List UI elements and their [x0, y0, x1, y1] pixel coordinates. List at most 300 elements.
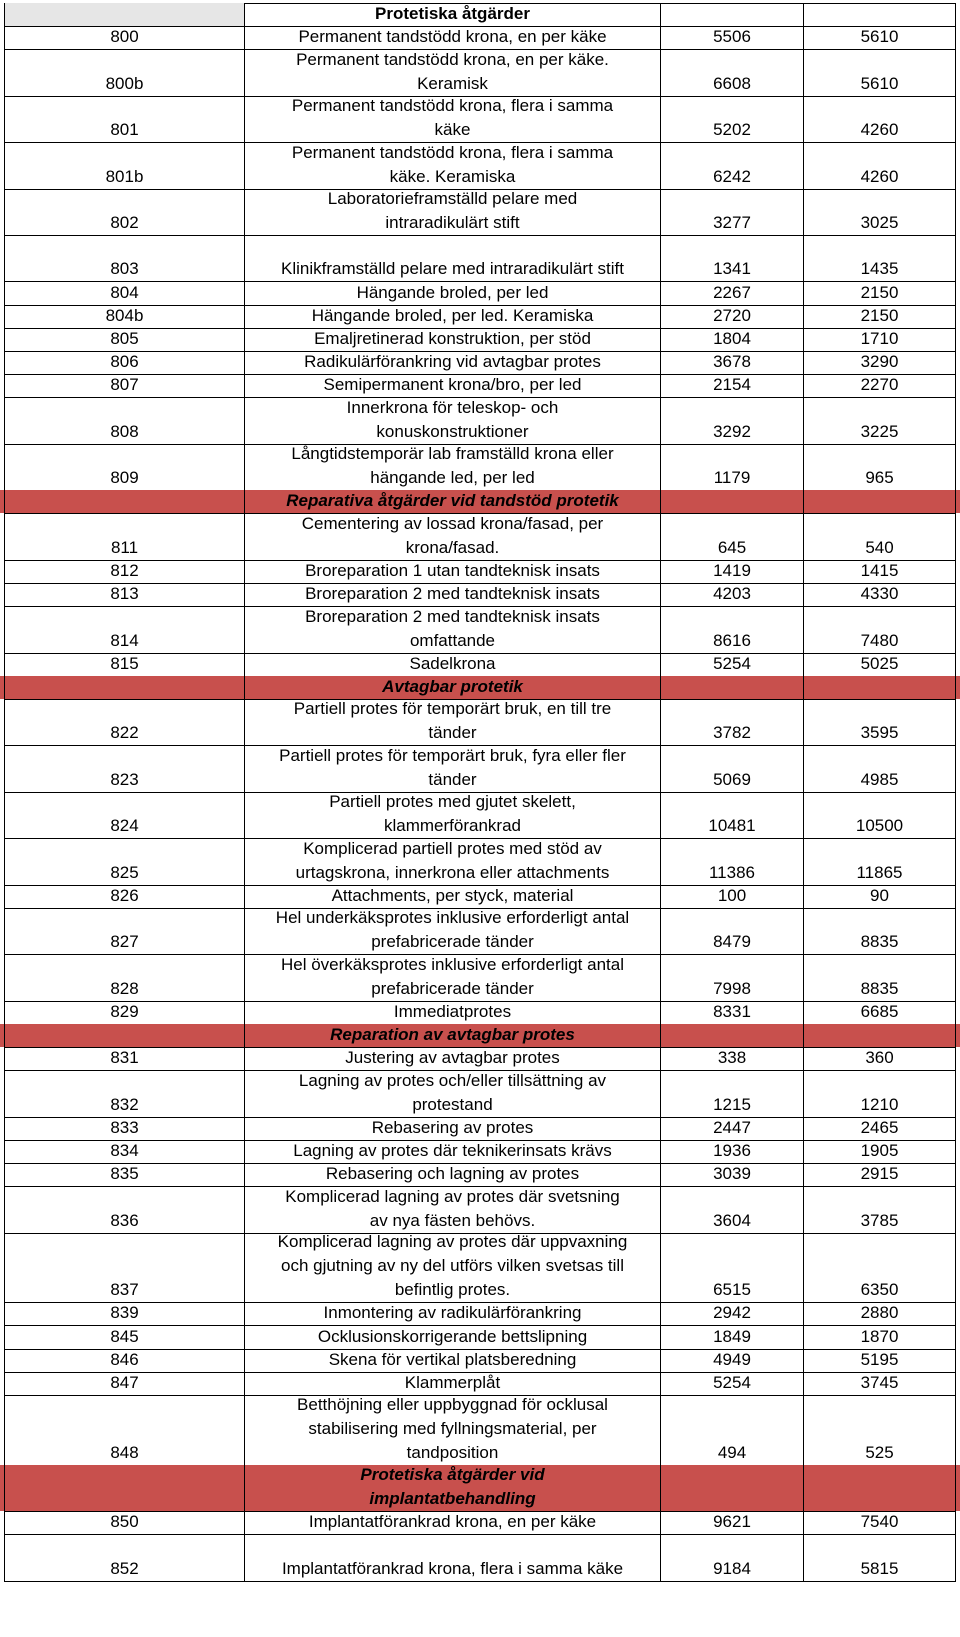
price-cell-1-text: 9621	[713, 1512, 751, 1532]
price-cell-1-text: 1419	[713, 560, 751, 580]
price-cell-2-text: 8835	[860, 932, 899, 952]
price-cell-1	[661, 885, 804, 908]
price-cell-1	[661, 3, 804, 26]
price-cell-2-text: 8835	[860, 978, 899, 998]
description-cell	[245, 1349, 661, 1372]
code-cell	[4, 606, 245, 652]
price-cell-1	[661, 26, 804, 49]
code-cell	[4, 699, 245, 745]
code-cell-text: 845	[110, 1326, 139, 1346]
description-cell-text: Långtidstemporär lab framställd krona eller hängande led, per led	[291, 444, 614, 488]
row-divider	[4, 1581, 956, 1582]
code-cell	[4, 1163, 245, 1186]
price-cell-2	[804, 351, 956, 374]
table-row	[0, 281, 960, 304]
price-cell-2	[804, 189, 956, 235]
price-cell-2-text: 2915	[860, 1164, 899, 1184]
code-cell	[4, 838, 245, 884]
table-row	[0, 560, 960, 583]
description-cell	[245, 189, 661, 235]
price-cell-1	[661, 699, 804, 745]
code-cell-text: 850	[110, 1512, 139, 1532]
price-cell-2-text: 11865	[856, 862, 903, 882]
code-cell	[4, 1395, 245, 1465]
price-cell-1	[661, 1140, 804, 1163]
table-row	[0, 1163, 960, 1186]
code-cell-text: 800b	[105, 73, 144, 93]
price-cell-2	[804, 699, 956, 745]
price-cell-1	[661, 1325, 804, 1348]
description-cell-text: Rebasering och lagning av protes	[325, 1164, 580, 1184]
section-title-text: Reparation av avtagbar protes	[330, 1024, 575, 1044]
code-cell-text: 822	[110, 723, 139, 743]
price-cell-2-text: 3225	[860, 421, 899, 441]
price-cell-1	[661, 676, 804, 699]
code-cell	[4, 653, 245, 676]
price-cell-1-text: 5254	[713, 1372, 751, 1392]
description-cell-text: Inmontering av radikulärförankring	[323, 1303, 582, 1323]
code-cell	[4, 1001, 245, 1024]
price-cell-2-text: 2270	[860, 375, 899, 395]
code-cell	[4, 328, 245, 351]
price-cell-2-text: 1415	[860, 560, 899, 580]
description-cell	[245, 328, 661, 351]
description-cell-text: Emaljretinerad konstruktion, per stöd	[314, 328, 591, 348]
price-cell-1	[661, 560, 804, 583]
price-cell-2	[804, 1395, 956, 1465]
price-cell-2	[804, 885, 956, 908]
description-cell-text: Partiell protes för temporärt bruk, fyra eller fler tänder	[279, 745, 626, 789]
table-row	[0, 1302, 960, 1325]
price-cell-2-text: 7540	[860, 1512, 899, 1532]
price-cell-2	[804, 954, 956, 1000]
description-cell	[245, 1070, 661, 1116]
price-cell-2	[804, 96, 956, 142]
price-cell-2	[804, 1325, 956, 1348]
description-cell	[245, 1140, 661, 1163]
price-cell-1	[661, 49, 804, 95]
price-cell-1	[661, 908, 804, 954]
table-row	[0, 96, 960, 142]
price-cell-1-text: 2942	[713, 1303, 751, 1323]
price-cell-2	[804, 1349, 956, 1372]
price-cell-2	[804, 1186, 956, 1232]
description-cell	[245, 1325, 661, 1348]
description-cell	[245, 1372, 661, 1395]
price-cell-2-text: 5025	[860, 653, 899, 673]
price-cell-1-text: 9184	[713, 1558, 751, 1578]
code-cell-text: 847	[110, 1372, 139, 1392]
table-row	[0, 1001, 960, 1024]
price-cell-2	[804, 397, 956, 443]
price-cell-1	[661, 1186, 804, 1232]
code-cell	[4, 1140, 245, 1163]
table-row	[0, 606, 960, 652]
code-cell	[4, 281, 245, 304]
price-cell-1-text: 5069	[713, 769, 751, 789]
section-header-row	[0, 1465, 960, 1511]
price-cell-2-text: 3025	[860, 212, 899, 232]
description-cell-text: Partiell protes med gjutet skelett, klammerförankrad	[329, 792, 576, 836]
description-cell	[245, 305, 661, 328]
table-row	[0, 1117, 960, 1140]
price-cell-1-text: 6608	[713, 73, 751, 93]
description-cell-text: Permanent tandstödd krona, en per käke	[298, 27, 607, 47]
price-cell-1	[661, 1001, 804, 1024]
price-cell-1-text: 3782	[713, 723, 751, 743]
price-cell-1-text: 3277	[713, 212, 751, 232]
price-cell-2-text: 1210	[860, 1094, 899, 1114]
code-cell-text: 839	[110, 1303, 139, 1323]
price-cell-1	[661, 444, 804, 490]
price-cell-1-text: 5202	[713, 120, 751, 140]
description-cell-text: Innerkrona för teleskop- och konuskonstruktioner	[346, 397, 559, 441]
description-cell-text: Semipermanent krona/bro, per led	[323, 375, 582, 395]
code-cell	[4, 745, 245, 791]
code-cell-text: 801	[110, 120, 139, 140]
price-cell-1	[661, 305, 804, 328]
description-cell-text: Broreparation 2 med tandteknisk insats	[305, 584, 600, 604]
code-cell-text: 804b	[105, 305, 144, 325]
price-cell-1-text: 1849	[713, 1326, 751, 1346]
code-cell	[4, 1070, 245, 1116]
price-cell-1	[661, 1024, 804, 1047]
price-cell-1-text: 8616	[713, 630, 751, 650]
section-title-text: Avtagbar protetik	[382, 676, 523, 696]
description-cell-text: Cementering av lossad krona/fasad, per krona/fasad.	[301, 513, 604, 557]
table-row	[0, 397, 960, 443]
price-cell-2	[804, 374, 956, 397]
description-cell	[245, 583, 661, 606]
table-row	[0, 745, 960, 791]
price-cell-1-text: 1341	[713, 259, 751, 279]
table-row	[0, 1140, 960, 1163]
price-cell-2-text: 3785	[860, 1210, 899, 1230]
table-row	[0, 189, 960, 235]
price-cell-1	[661, 374, 804, 397]
price-cell-1	[661, 281, 804, 304]
table-row	[0, 351, 960, 374]
description-cell	[245, 513, 661, 559]
code-cell-text: 826	[110, 885, 139, 905]
description-cell	[245, 351, 661, 374]
description-cell-text: Radikulärförankring vid avtagbar protes	[304, 352, 601, 372]
price-cell-1-text: 100	[717, 885, 747, 905]
code-cell-text: 802	[110, 212, 139, 232]
table-row	[0, 142, 960, 188]
price-cell-2-text: 90	[870, 885, 889, 905]
description-cell	[245, 745, 661, 791]
price-cell-2	[804, 235, 956, 281]
description-cell-text: Hel underkäksprotes inklusive erforderligt antal prefabricerade tänder	[275, 908, 630, 952]
price-cell-1	[661, 653, 804, 676]
description-cell-text: Broreparation 2 med tandteknisk insats omfattande	[305, 606, 600, 650]
code-cell	[4, 1047, 245, 1070]
code-cell-text: 832	[110, 1094, 139, 1114]
price-cell-1	[661, 954, 804, 1000]
code-cell	[4, 908, 245, 954]
price-cell-1-text: 5254	[713, 653, 751, 673]
price-cell-2-text: 4260	[860, 120, 899, 140]
table-row	[0, 374, 960, 397]
table-row	[0, 1186, 960, 1232]
code-cell-text: 814	[110, 630, 139, 650]
table-row	[0, 444, 960, 490]
code-cell-text: 836	[110, 1210, 139, 1230]
price-cell-2-text: 6350	[860, 1280, 899, 1300]
price-cell-1-text: 6515	[713, 1280, 751, 1300]
price-cell-2-text: 1905	[860, 1140, 899, 1160]
description-cell	[245, 1163, 661, 1186]
price-cell-2	[804, 26, 956, 49]
code-cell-text: 825	[110, 862, 139, 882]
table-row	[0, 1511, 960, 1534]
code-cell	[4, 235, 245, 281]
price-cell-1	[661, 1534, 804, 1580]
price-cell-1	[661, 1395, 804, 1465]
code-cell	[4, 374, 245, 397]
price-cell-2-text: 1870	[860, 1326, 899, 1346]
code-cell	[4, 1511, 245, 1534]
table-row	[0, 1372, 960, 1395]
section-title-text: Reparativa åtgärder vid tandstöd protetik	[286, 491, 619, 511]
description-cell	[245, 444, 661, 490]
code-cell-text: 809	[110, 468, 139, 488]
price-cell-2-text: 360	[865, 1048, 894, 1068]
description-cell-text: Komplicerad lagning av protes där uppvaxning och gjutning av ny del utförs vilken svetsas till befintlig protes.	[277, 1232, 628, 1300]
description-cell-text: Lagning av protes där teknikerinsats krävs	[293, 1140, 612, 1160]
price-cell-1	[661, 1465, 804, 1511]
price-cell-1-text: 4203	[713, 584, 751, 604]
code-cell-text: 827	[110, 932, 139, 952]
section-header-row	[0, 1024, 960, 1047]
code-cell-text: 800	[110, 27, 139, 47]
table-row	[0, 792, 960, 838]
section-header-row	[0, 676, 960, 699]
price-cell-1-text: 5506	[713, 27, 751, 47]
price-cell-2	[804, 1163, 956, 1186]
description-cell	[245, 1534, 661, 1580]
code-cell	[4, 1534, 245, 1580]
price-cell-1-text: 3039	[713, 1164, 751, 1184]
description-cell-text: Betthöjning eller uppbyggnad för ocklusal stabilisering med fyllningsmaterial, per tandposition	[297, 1394, 608, 1462]
price-cell-2-text: 4260	[860, 166, 899, 186]
description-cell	[245, 560, 661, 583]
price-cell-2-text: 965	[865, 468, 894, 488]
price-cell-1-text: 10481	[708, 816, 756, 836]
description-cell-text: Hel överkäksprotes inklusive erforderligt antal prefabricerade tänder	[281, 954, 624, 998]
price-cell-2	[804, 676, 956, 699]
section-title	[245, 3, 661, 26]
code-cell	[4, 1349, 245, 1372]
description-cell-text: Hängande broled, per led	[356, 282, 549, 302]
price-cell-2-text: 540	[865, 537, 894, 557]
price-cell-2	[804, 1534, 956, 1580]
description-cell	[245, 142, 661, 188]
description-cell-text: Skena för vertikal platsberedning	[328, 1349, 577, 1369]
code-cell	[4, 305, 245, 328]
price-cell-2-text: 7480	[860, 630, 899, 650]
table-row	[0, 1070, 960, 1116]
code-cell	[4, 1465, 245, 1511]
price-cell-2	[804, 49, 956, 95]
price-cell-2	[804, 328, 956, 351]
price-cell-1	[661, 792, 804, 838]
price-cell-1-text: 2267	[713, 282, 751, 302]
price-cell-1-text: 1936	[713, 1140, 751, 1160]
description-cell	[245, 908, 661, 954]
price-cell-1-text: 4949	[713, 1349, 751, 1369]
code-cell	[4, 142, 245, 188]
price-cell-1-text: 3678	[713, 352, 751, 372]
code-cell-text: 823	[110, 769, 139, 789]
table-row	[0, 1233, 960, 1303]
table-row	[0, 328, 960, 351]
code-cell-text: 831	[110, 1048, 139, 1068]
price-cell-1-text: 1179	[713, 468, 751, 488]
description-cell	[245, 235, 661, 281]
price-cell-2	[804, 792, 956, 838]
price-cell-1	[661, 96, 804, 142]
code-cell-text: 806	[110, 352, 139, 372]
price-cell-1	[661, 397, 804, 443]
table-row	[0, 954, 960, 1000]
table-row	[0, 885, 960, 908]
description-cell	[245, 281, 661, 304]
price-cell-2	[804, 444, 956, 490]
price-cell-2	[804, 745, 956, 791]
description-cell	[245, 1117, 661, 1140]
price-cell-2-text: 525	[865, 1442, 894, 1462]
price-cell-2	[804, 838, 956, 884]
price-cell-1	[661, 1047, 804, 1070]
price-cell-2-text: 2465	[860, 1117, 899, 1137]
price-cell-2-text: 3745	[860, 1372, 899, 1392]
table-row	[0, 49, 960, 95]
price-cell-1	[661, 838, 804, 884]
table-row	[0, 235, 960, 281]
code-cell	[4, 1302, 245, 1325]
price-cell-2-text: 6685	[860, 1001, 899, 1021]
table-title-row	[0, 3, 960, 26]
description-cell	[245, 653, 661, 676]
code-cell-text: 803	[110, 259, 139, 279]
table-row	[0, 908, 960, 954]
price-cell-2	[804, 1233, 956, 1303]
table-row	[0, 838, 960, 884]
price-cell-1	[661, 328, 804, 351]
code-cell-text: 828	[110, 978, 139, 998]
code-cell	[4, 351, 245, 374]
code-cell-text: 834	[110, 1140, 139, 1160]
description-cell	[245, 838, 661, 884]
description-cell-text: Komplicerad partiell protes med stöd av urtagskrona, innerkrona eller attachments	[295, 838, 610, 882]
description-cell	[245, 1047, 661, 1070]
price-cell-2	[804, 606, 956, 652]
price-cell-1	[661, 490, 804, 513]
code-cell-text: 808	[110, 421, 139, 441]
price-cell-1-text: 8479	[713, 932, 751, 952]
price-cell-1-text: 645	[717, 537, 747, 557]
description-cell	[245, 699, 661, 745]
code-cell	[4, 792, 245, 838]
price-cell-2-text: 4330	[860, 584, 899, 604]
description-cell-text: Implantatförankrad krona, en per käke	[308, 1512, 597, 1532]
section-header-row	[0, 490, 960, 513]
description-cell-text: Ocklusionskorrigerande bettslipning	[317, 1326, 588, 1346]
description-cell	[245, 1001, 661, 1024]
code-cell-text: 837	[110, 1280, 139, 1300]
section-title-text: Protetiska åtgärder vid implantatbehandling	[360, 1464, 545, 1508]
price-cell-1-text: 1215	[713, 1094, 751, 1114]
price-cell-2	[804, 1511, 956, 1534]
code-cell	[4, 444, 245, 490]
description-cell-text: Komplicerad lagning av protes där svetsning av nya fästen behövs.	[285, 1186, 620, 1230]
price-cell-1-text: 3292	[713, 421, 751, 441]
price-cell-2-text: 2150	[860, 282, 899, 302]
price-cell-2-text: 3290	[860, 352, 899, 372]
price-cell-2	[804, 513, 956, 559]
price-cell-1-text: 338	[717, 1048, 747, 1068]
price-cell-2	[804, 560, 956, 583]
price-cell-1	[661, 189, 804, 235]
description-cell	[245, 1186, 661, 1232]
price-cell-1-text: 8331	[713, 1001, 751, 1021]
section-title	[245, 1024, 661, 1047]
price-cell-2	[804, 1024, 956, 1047]
price-cell-2	[804, 1047, 956, 1070]
code-cell-text: 812	[110, 560, 139, 580]
price-cell-2-text: 5195	[860, 1349, 899, 1369]
description-cell	[245, 26, 661, 49]
code-cell-text: 801b	[105, 166, 144, 186]
code-cell	[4, 513, 245, 559]
description-cell	[245, 1302, 661, 1325]
code-cell-text: 811	[110, 537, 139, 557]
table-row	[0, 583, 960, 606]
price-cell-2-text: 2880	[860, 1303, 899, 1323]
price-cell-1-text: 494	[717, 1442, 747, 1462]
price-cell-1-text: 2720	[713, 305, 751, 325]
description-cell	[245, 954, 661, 1000]
code-cell-text: 813	[110, 584, 139, 604]
price-cell-1	[661, 1233, 804, 1303]
price-cell-1-text: 3604	[713, 1210, 751, 1230]
code-cell-text: 848	[110, 1442, 139, 1462]
price-cell-1	[661, 513, 804, 559]
section-title-text: Protetiska åtgärder	[375, 4, 530, 24]
code-cell-text: 807	[110, 375, 139, 395]
price-cell-1	[661, 1372, 804, 1395]
code-cell	[4, 1233, 245, 1303]
price-cell-1-text: 2447	[713, 1117, 751, 1137]
description-cell-text: Klammerplåt	[404, 1372, 501, 1392]
price-cell-1-text: 7998	[713, 978, 751, 998]
price-cell-1-text: 2154	[713, 375, 751, 395]
price-cell-2	[804, 653, 956, 676]
price-cell-2	[804, 142, 956, 188]
price-cell-2	[804, 3, 956, 26]
code-cell	[4, 189, 245, 235]
price-cell-2-text: 3595	[860, 723, 899, 743]
price-cell-2-text: 1710	[860, 328, 899, 348]
price-cell-2	[804, 1070, 956, 1116]
price-cell-1	[661, 583, 804, 606]
code-cell	[4, 885, 245, 908]
price-cell-2	[804, 583, 956, 606]
code-cell-text: 835	[110, 1164, 139, 1184]
code-cell	[4, 1372, 245, 1395]
